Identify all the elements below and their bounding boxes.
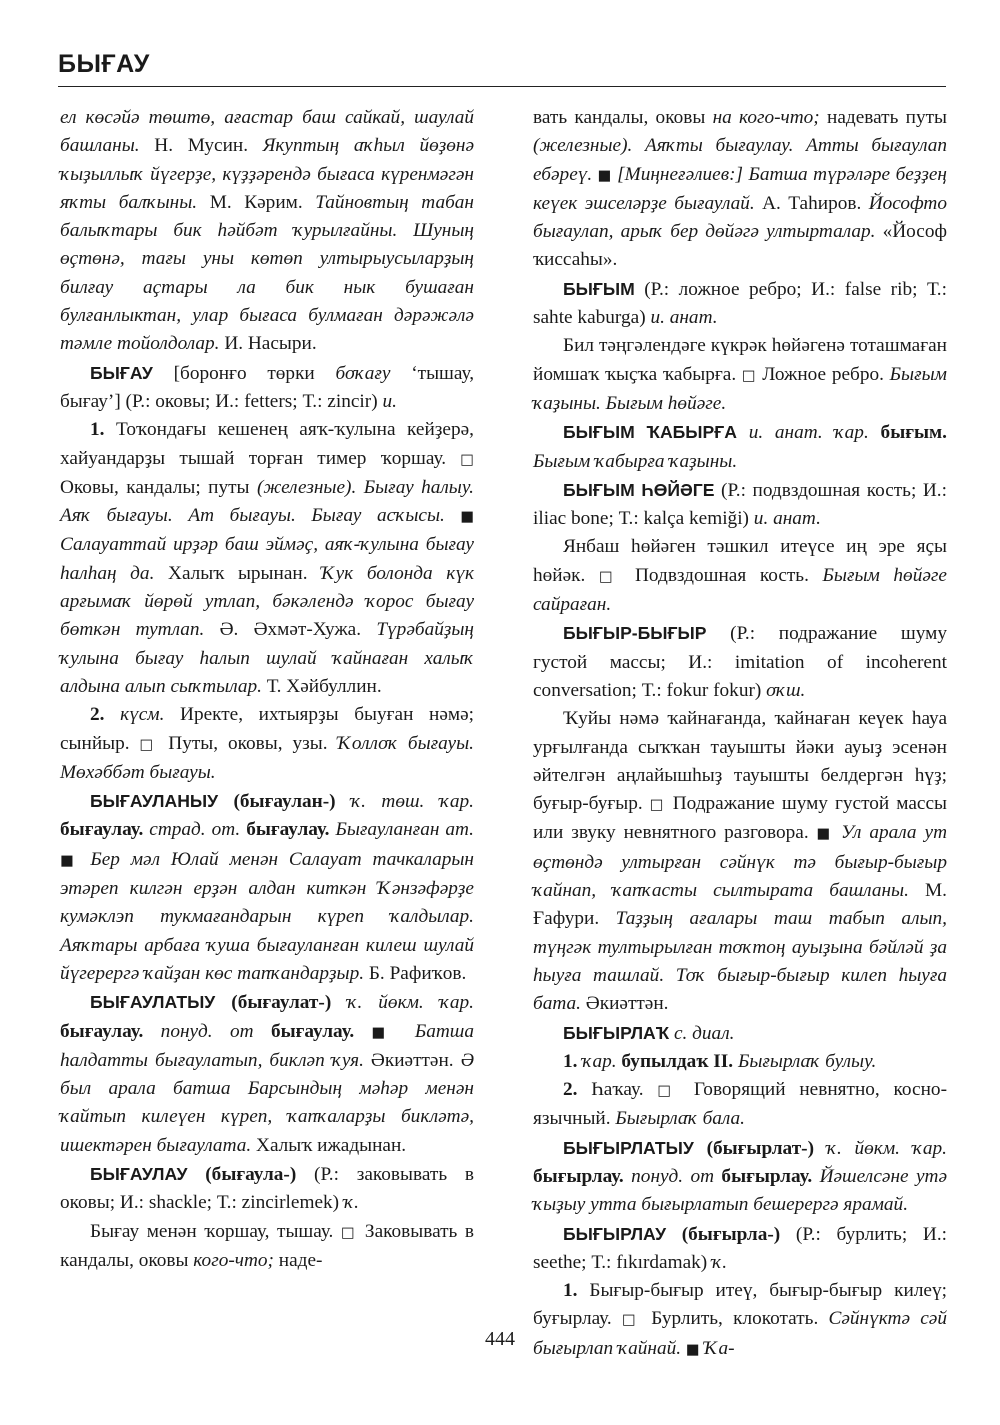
black-square-icon: ■ xyxy=(444,509,475,526)
black-square-icon: ■ xyxy=(592,167,618,184)
black-square-icon: ■ xyxy=(354,1024,415,1041)
headword: БЫҒАУЛАНЫУ xyxy=(90,791,219,812)
headword: БЫҒАУЛАТЫУ xyxy=(90,992,216,1013)
running-head-title: БЫҒАУ xyxy=(58,50,150,78)
square-icon: □ xyxy=(741,367,757,384)
square-icon: □ xyxy=(340,1224,358,1241)
left-column xyxy=(60,104,474,1275)
definition: Янбаш һөйәген тәшкил итеүсе иң эре яҫы һөйәк. □ Подвздошная кость. Бығым һөйәге сайраған. xyxy=(533,536,947,616)
definition: Бығау менән ҡоршау, тышау. □ Заковывать в кандалы, оковы кого-что; наде- xyxy=(60,1220,475,1271)
entry-bygym: БЫҒЫМ (Р.: ложное ребро; И.: false rib; Т.: sahte kaburga) и. анат. xyxy=(533,278,947,329)
headword: БЫҒЫМ ҺӨЙӘГЕ xyxy=(563,479,715,500)
headword: БЫҒЫРЛАУ xyxy=(563,1223,667,1244)
headword: БЫҒЫМ xyxy=(563,278,635,299)
sense-1: 1. ҡар. бупылдаҡ II. Бығырлаҡ булыу. xyxy=(563,1050,877,1072)
definition: Бил тәңгәлендәге күкрәк һөйәгенә тоташмаған йомшаҡ ҡыҫҡа ҡабырға. □ Ложное ребро. Бығым ҡаҙыны. Бығым һөйәге. xyxy=(533,335,947,414)
sense-1: 1. Бығыр-бығыр итеү, бығыр-бығыр килеү; буғырлау. □ Бурлить, клокотать. Сәйнүктә сәй бығырлап ҡайнай. ■ Ҡа- xyxy=(533,1280,947,1359)
square-icon: □ xyxy=(598,568,622,585)
sense-2: 2. Һаҡау. □ Говорящий невнятно, косноязычный. Бығырлаҡ бала. xyxy=(533,1079,947,1130)
entry-bygyr-bygyr: БЫҒЫР-БЫҒЫР (Р.: подражание шуму густой массы; И.: imitation of incoherent conversation; Т.: fokur fokur) оҡш. xyxy=(533,623,947,701)
square-icon: □ xyxy=(621,1312,642,1329)
entry-bygaulatyu: БЫҒАУЛАТЫУ (бығаулат-) ҡ. йөкм. ҡар. бығаулау. понуд. от бығаулау. ■ Батша һалдатты бығаулатып, бикләп ҡуя. Әкиәттән. Ә был арала батша Барсындың мәһәр менән ҡайтып килеүен күреп, ҡапҡаларҙы бикләтә, ишектәрен бығаулата. Халыҡ ижадынан. xyxy=(60,992,475,1156)
square-icon: □ xyxy=(139,736,159,753)
entry-bygyrlak: БЫҒЫРЛАҠ с. диал. xyxy=(563,1022,735,1044)
header-rule xyxy=(58,86,946,87)
black-square-icon: ■ xyxy=(60,852,91,869)
entry-bygaulau: БЫҒАУЛАУ (бығаула-) (Р.: заковывать в оковы; И.: shackle; Т.: zincirlemek) ҡ. xyxy=(60,1163,474,1214)
square-icon: □ xyxy=(657,1083,681,1100)
headword: БЫҒЫРЛАҠ xyxy=(563,1022,670,1043)
entry-bygyrlatyu: БЫҒЫРЛАТЫУ (бығырлат-) ҡ. йөкм. ҡар. бығырлау. понуд. от бығырлау. Йәшелсәне утә ҡыҙыу утта бығырлатып бешерергә ярамай. xyxy=(533,1137,947,1216)
black-square-icon: ■ xyxy=(808,826,841,843)
square-icon: □ xyxy=(460,451,474,468)
entry-bygym-heyage: БЫҒЫМ ҺӨЙӘГЕ (Р.: подвздошная кость; И.: iliac bone; Т.: kalça kemiği) и. анат. xyxy=(533,479,947,530)
entry-bygym-kabyrga: БЫҒЫМ ҠАБЫРҒА и. анат. ҡар. бығым. Бығым ҡабырға ҡаҙыны. xyxy=(533,422,948,472)
headword: БЫҒАУ xyxy=(90,362,153,383)
entry-continuation: вать кандалы, оковы на кого-что; надевать путы (железные). Аяҡты бығаулау. Атты бығаулап ебәреү. ■ [Миңнеғәлиев:] Батша түрәләре беҙҙең кеүек эшселәрҙе бығаулай. А. Таһиров. Йософто бығаулап, арыҡ бер дөйәгә ултырталар. «Йософ ҡиссаһы». xyxy=(533,107,947,271)
page-number: 444 xyxy=(485,1328,515,1350)
headword: БЫҒЫР-БЫҒЫР xyxy=(563,623,707,644)
definition: Ҡуйы нәмә ҡайнағанда, ҡайнаған кеүек һауа урғылғанда сыҡҡан тауышты йәки ауыҙ эсенән әйтелгән аңлайышһыҙ тауышты белдергән һүҙ; буғыр-буғыр. □ Подражание шуму густой массы или звуку невнятного разговора. ■ Ул арала ут өҫтөндә ултырған сәйнүк тә бығыр-бығыр ҡайнап, ҡапҡасты сылтырата башланы. М. Ғафури. Таҙҙың ағалары таш табып алып, түңгәк тултырылған тоҡтоң ауыҙына бәйләй ҙа һыуға ташлай. Тоҡ бығыр-бығыр килеп һыуға бата. Әкиәттән. xyxy=(533,708,948,1015)
sense-2: 2. күсм. Иректе, ихтыярҙы быуған нәмә; сынйыр. □ Путы, оковы, узы. Ҡоллоҡ бығауы. Мөхәббәт бығауы. xyxy=(60,704,474,783)
headword: БЫҒАУЛАУ xyxy=(90,1163,188,1184)
square-icon: □ xyxy=(649,797,666,814)
entry-bygau: БЫҒАУ [боронғо төрки боҡағу ‘тышау, бығау’] (Р.: оковы; И.: fetters; Т.: zincir) и. xyxy=(60,362,475,412)
black-square-icon: ■ xyxy=(681,1341,705,1358)
headword: БЫҒЫМ ҠАБЫРҒА xyxy=(563,422,737,443)
entry-continuation: ел көсәйә төштө, ағастар баш сайкай, шаулай башланы. Н. Мусин. Якуптың аҡһыл йөҙөнә ҡыҙыллыҡ йүгерҙе, күҙҙәрендә бығаса күренмәгән яҡты балҡыны. М. Кәрим. Тайновтың табан балыҡтары бик һәйбәт ҡурылғайны. Шуның өҫтөнә, тағы уны көтөп ултырыусыларҙың билғау аҫтары ла бик нык бушаған булғанлыктан, улар бығаса булмаған дәрәжәлә тәмле тойолдолар. И. Насыри. xyxy=(60,107,475,355)
entry-bygyrlau: БЫҒЫРЛАУ (бығырла-) (Р.: бурлить; И.: seethe; Т.: fıkırdamak) ҡ. xyxy=(533,1223,947,1273)
sense-1: 1. Тоҡондағы кешенең аяҡ-ҡулына кейҙерә, хайуандарҙы тышай торған тимер ҡоршау. □ Оковы, кандалы; путы (железные). Бығау һалыу. Аяҡ бығауы. Ат бығауы. Бығау асҡысы. ■ Салауаттай ирҙәр баш эймәҫ, аяҡ-ҡулына бығау һалһаң да. Халыҡ ырынан. Ҡук болонда күк арғымаҡ йөрөй утлап, бәкәлендә ҡорос бығау бөткән тутлап. Ә. Әхмәт-Хужа. Түрәбайҙың ҡулына бығау һалып шулай ҡайнаған халыҡ алдына алып сыҡтылар. Т. Хәйбуллин. xyxy=(60,419,475,697)
headword: БЫҒЫРЛАТЫУ xyxy=(563,1137,694,1158)
entry-bygaulanyu: БЫҒАУЛАНЫУ (бығаулан-) ҡ. төш. ҡар. бығаулау. страд. от. бығаулау. Бығауланған ат. ■ Бер мәл Юлай менән Салауат тачкаларын этәреп килгән ерҙән алдан киткән Ҡәнзәфәрҙе кумәклэп тукмағандарын күреп ҡалдылар. Аяҡтары арбаға ҡуша бығауланған килеш шулай йүгерергә ҡайҙан көс тапҡандарҙыр. Б. Рафиҡов. xyxy=(60,791,475,984)
right-column xyxy=(533,104,947,1364)
